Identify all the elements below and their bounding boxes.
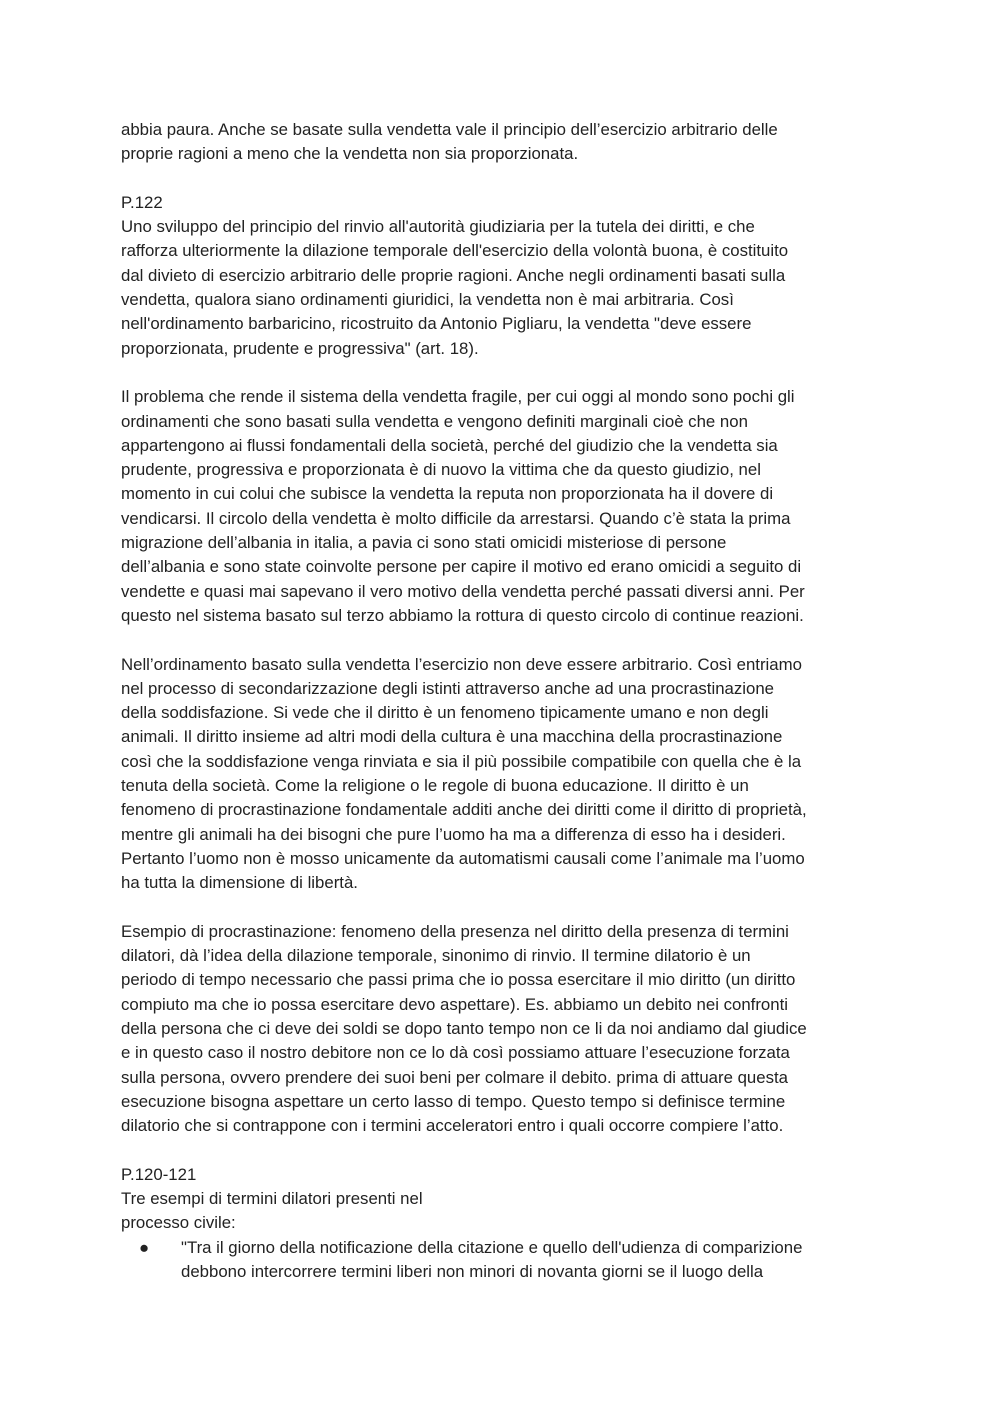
text-line: Uno sviluppo del principio del rinvio all'autorità giudiziaria per la tutela dei diritti, e che — [121, 217, 755, 237]
text-line: dilatorio che si contrappone con i termini acceleratori entro i quali occorre compiere l’atto. — [121, 1116, 784, 1136]
text-line: così che la soddisfazione venga rinviata e sia il più possibile compatibile con quella che è la — [121, 751, 802, 771]
page-reference: P.122 — [121, 192, 163, 212]
text-line: prudente, progressiva e proporzionata è di nuovo la vittima che da questo giudizio, nel — [121, 460, 761, 480]
text-line: nel processo di secondarizzazione degli istinti attraverso anche ad una procrastinazione — [121, 678, 774, 698]
text-line: Il problema che rende il sistema della vendetta fragile, per cui oggi al mondo sono pochi gli — [121, 387, 795, 407]
paragraph-gap — [121, 628, 881, 652]
text-line: animali. Il diritto insieme ad altri modi della cultura è una macchina della procrastinazione — [121, 727, 783, 747]
text-line: ha tutta la dimensione di libertà. — [121, 873, 358, 893]
bullet-list — [121, 1236, 881, 1285]
paragraph-gap — [121, 167, 881, 191]
text-line: compiuto ma che io possa esercitare devo aspettare). Es. abbiamo un debito nei confronti — [121, 994, 788, 1014]
text-line: esecuzione bisogna aspettare un certo lasso di tempo. Questo tempo si definisce termine — [121, 1091, 786, 1111]
text-line: tenuta della società. Come la religione o le regole di buona educazione. Il diritto è un — [121, 776, 749, 796]
text-line: vendicarsi. Il circolo della vendetta è molto difficile da arrestarsi. Quando c’è stata la prima — [121, 508, 791, 528]
text-line: dilatori, dà l’idea della dilazione temporale, sinonimo di rinvio. Il termine dilatorio è un — [121, 946, 751, 966]
paragraph-2 — [121, 191, 881, 361]
text-line: periodo di tempo necessario che passi prima che io possa esercitare il mio diritto (un diritto — [121, 970, 796, 990]
document-page — [121, 118, 881, 1284]
text-line: migrazione dell’albania in italia, a pavia ci sono stati omicidi misteriose di persone — [121, 533, 727, 553]
text-line: momento in cui colui che subisce la vendetta la reputa non proporzionata ha il dovere di — [121, 484, 774, 504]
text-line: rafforza ulteriormente la dilazione temporale dell'esercizio della volontà buona, è costituito — [121, 241, 789, 261]
bullet-icon: ● — [139, 1237, 150, 1257]
text-line: dal divieto di esercizio arbitrario delle proprie ragioni. Anche negli ordinamenti basati sulla — [121, 265, 786, 285]
paragraph-5 — [121, 920, 881, 1139]
text-line: ordinamenti che sono basati sulla vendetta e vengono definiti marginali cioè che non — [121, 411, 748, 431]
text-line: della persona che ci deve dei soldi se dopo tanto tempo non ce li da noi andiamo dal giudice — [121, 1018, 807, 1038]
text-line: abbia paura. Anche se basate sulla vendetta vale il principio dell’esercizio arbitrario delle — [121, 120, 778, 139]
text-line: debbono intercorrere termini liberi non minori di novanta giorni se il luogo della — [181, 1261, 764, 1281]
text-line: vendette e quasi mai sapevano il vero motivo della vendetta perché passati diversi anni. Per — [121, 581, 805, 601]
text-line: Tre esempi di termini dilatori presenti nel — [121, 1189, 423, 1209]
list-item-continuation — [121, 1260, 881, 1284]
paragraph-6 — [121, 1163, 881, 1236]
text-line: processo civile: — [121, 1213, 236, 1233]
list-item — [121, 1236, 881, 1260]
text-line: sulla persona, ovvero prendere dei suoi beni per colmare il debito. prima di attuare questa — [121, 1067, 788, 1087]
page-reference: P.120-121 — [121, 1164, 197, 1184]
paragraph-4 — [121, 653, 881, 896]
text-line: proporzionata, prudente e progressiva" (art. 18). — [121, 338, 479, 358]
text-line: questo nel sistema basato sul terzo abbiamo la rottura di questo circolo di continue reazioni. — [121, 605, 804, 625]
text-line: Esempio di procrastinazione: fenomeno della presenza nel diritto della presenza di termini — [121, 921, 789, 941]
text-line: e in questo caso il nostro debitore non ce lo dà così possiamo attuare l’esecuzione forzata — [121, 1043, 790, 1063]
text-line: "Tra il giorno della notificazione della citazione e quello dell'udienza di comparizione — [181, 1237, 803, 1257]
paragraph-1 — [121, 118, 881, 167]
paragraph-3 — [121, 385, 881, 628]
paragraph-gap — [121, 1138, 881, 1162]
text-line: della soddisfazione. Si vede che il diritto è un fenomeno tipicamente umano e non degli — [121, 703, 769, 723]
text-line: proprie ragioni a meno che la vendetta non sia proporzionata. — [121, 144, 579, 164]
paragraph-gap — [121, 361, 881, 385]
text-line: mentre gli animali ha dei bisogni che pure l’uomo ha ma a differenza di esso ha i desideri. — [121, 824, 786, 844]
paragraph-gap — [121, 896, 881, 920]
text-line: Nell’ordinamento basato sulla vendetta l’esercizio non deve essere arbitrario. Così entriamo — [121, 654, 802, 674]
text-line: dell’albania e sono state coinvolte persone per capire il motivo ed erano omicidi a seguito di — [121, 557, 802, 577]
text-line: appartengono ai flussi fondamentali della società, perché del giudizio che la vendetta sia — [121, 435, 778, 455]
text-line: Pertanto l’uomo non è mosso unicamente da automatismi causali come l’animale ma l’uomo — [121, 848, 805, 868]
text-line: nell'ordinamento barbaricino, ricostruito da Antonio Pigliaru, la vendetta "deve essere — [121, 314, 752, 334]
text-line: vendetta, qualora siano ordinamenti giuridici, la vendetta non è mai arbitraria. Così — [121, 290, 734, 310]
text-line: fenomeno di procrastinazione fondamentale additi anche dei diritti come il diritto di proprietà, — [121, 800, 807, 820]
